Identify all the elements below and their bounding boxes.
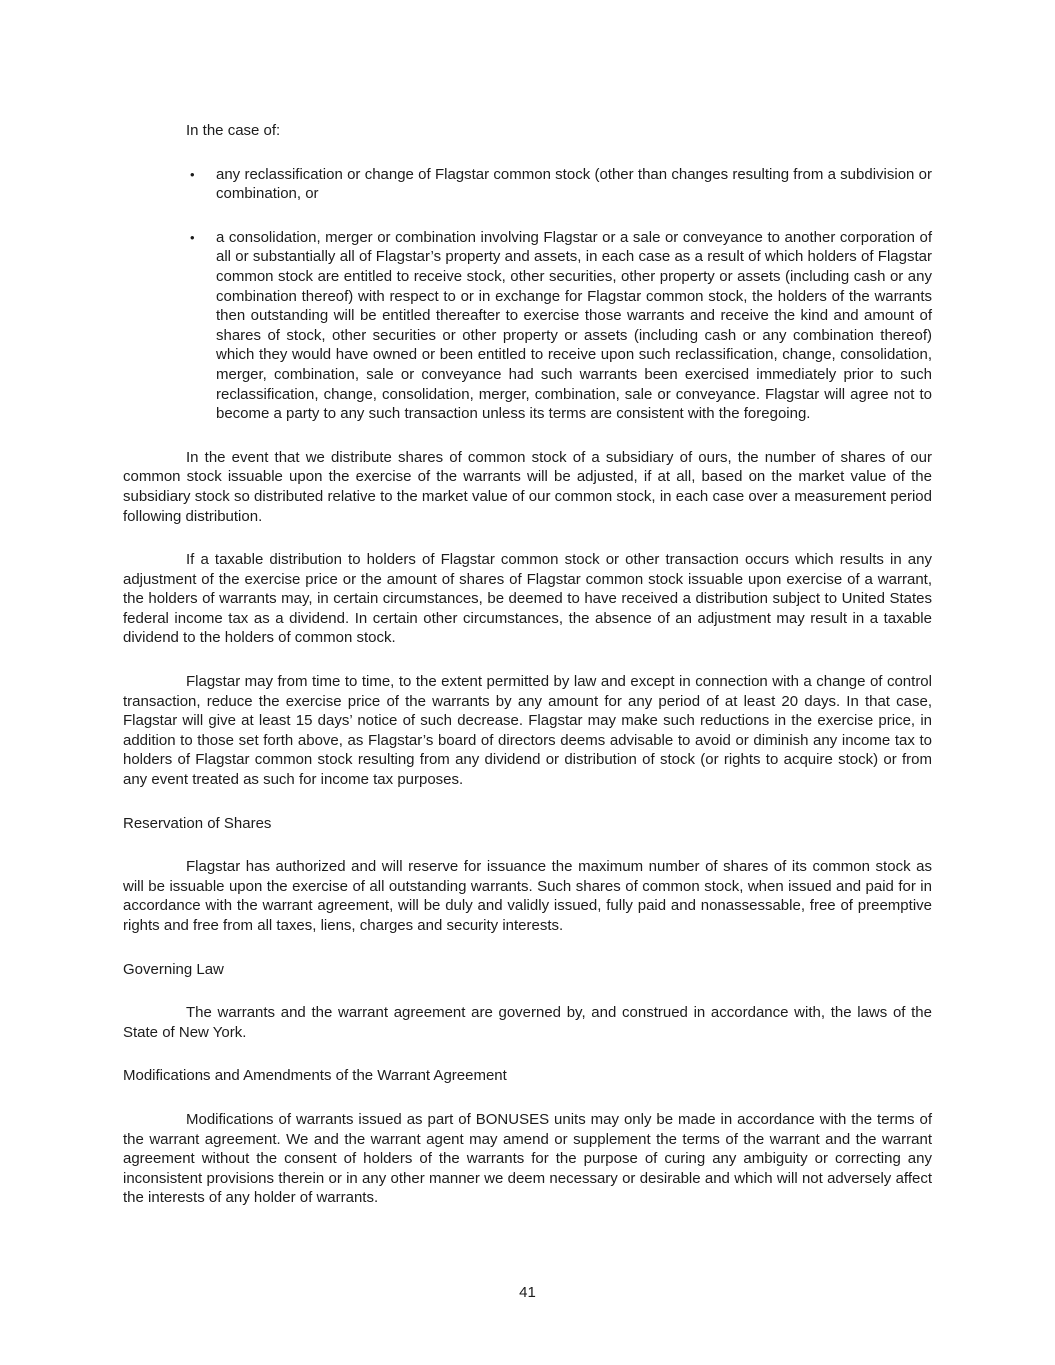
bullet-item xyxy=(123,228,932,424)
bullet-text: any reclassification or change of Flagstar common stock (other than changes resulting from a subdivision or combination, or xyxy=(216,165,932,203)
bullet-list xyxy=(123,165,932,424)
bullet-text: a consolidation, merger or combination involving Flagstar or a sale or conveyance to another corporation of all or substantially all of Flagstar’s property and assets, in each case as a result of which holders of Flagstar common stock are entitled to receive stock, other securities, other property or assets (including cash or any combination thereof) with respect to or in exchange for Flagstar common stock, the holders of the warrants then outstanding will be entitled thereafter to exercise those warrants and receive the kind and amount of shares of stock, other securities or other property or assets (including cash or any combination thereof) which they would have owned or been entitled to receive upon such reclassification, change, consolidation, merger, combination, sale or conveyance had such warrants been exercised immediately prior to such reclassification, change, consolidation, merger, combination, sale or conveyance. Flagstar will agree not to become a party to any such transaction unless its terms are consistent with the foregoing. xyxy=(216,228,932,423)
heading-governing-law: Governing Law xyxy=(123,960,224,978)
bullet-icon: • xyxy=(190,229,195,245)
intro-paragraph: In the case of: xyxy=(186,122,281,139)
paragraph-subsidiary-distribution: In the event that we distribute shares of common stock of a subsidiary of ours, the number of shares of our common stock issuable upon the exercise of the warrants will be adjusted, if at all, based on the market value of the subsidiary stock so distributed relative to the market value of our common stock, in each case over a measurement period following distribution. xyxy=(123,448,932,525)
paragraph-reservation-of-shares: Flagstar has authorized and will reserve for issuance the maximum number of shares of its common stock as will be issuable upon the exercise of all outstanding warrants. Such shares of common stock, when issued and paid for in accordance with the warrant agreement, will be duly and validly issued, fully paid and nonassessable, free of preemptive rights and free from all taxes, liens, charges and security interests. xyxy=(123,858,932,934)
paragraph-governing-law: The warrants and the warrant agreement are governed by, and construed in accordance with, the laws of the State of New York. xyxy=(123,1004,932,1041)
heading-modifications-amendments: Modifications and Amendments of the Warrant Agreement xyxy=(123,1067,507,1085)
paragraph-taxable-distribution: If a taxable distribution to holders of Flagstar common stock or other transaction occurs which results in any adjustment of the exercise price or the amount of shares of Flagstar common stock issuable upon exercise of a warrant, the holders of warrants may, in certain circumstances, be deemed to have received a distribution subject to United States federal income tax as a dividend. In certain other circumstances, the absence of an adjustment may result in a taxable dividend to the holders of common stock. xyxy=(123,551,932,647)
page-number: 41 xyxy=(519,1284,536,1301)
heading-reservation-of-shares: Reservation of Shares xyxy=(123,814,272,832)
bullet-item xyxy=(123,165,932,204)
bullet-icon: • xyxy=(190,166,195,182)
paragraph-exercise-price-reduction: Flagstar may from time to time, to the extent permitted by law and except in connection with a change of control transaction, reduce the exercise price of the warrants by any amount for any period of at least 20 days. In that case, Flagstar will give at least 15 days’ notice of such decrease. Flagstar may make such reductions in the exercise price, in addition to those set forth above, as Flagstar’s board of directors deems advisable to avoid or diminish any income tax to holders of Flagstar common stock resulting from any dividend or distribution of stock (or rights to acquire stock) or from any event treated as such for income tax purposes. xyxy=(123,673,932,789)
paragraph-modifications-amendments: Modifications of warrants issued as part of BONUSES units may only be made in accordance with the terms of the warrant agreement. We and the warrant agent may amend or supplement the terms of the warrant and the warrant agreement without the consent of holders of the warrants for the purpose of curing any ambiguity or correcting any inconsistent provisions therein or in any other manner we deem necessary or desirable and which will not adversely affect the interests of any holder of warrants. xyxy=(123,1110,932,1207)
